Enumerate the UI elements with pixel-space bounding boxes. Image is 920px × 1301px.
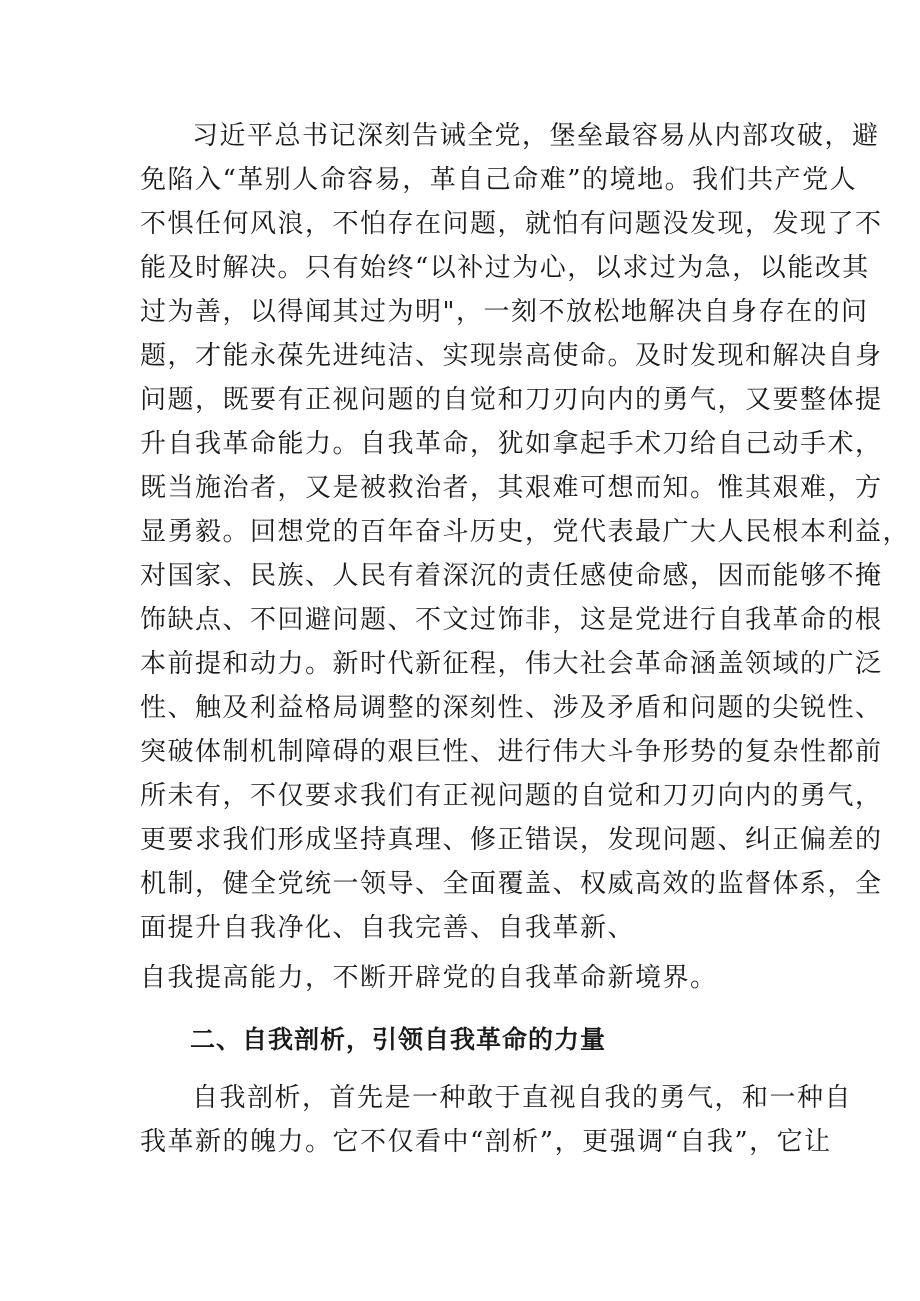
paragraph-1-line-8: 升自我革命能力。自我革命，犹如拿起手术刀给自己动手术， [140,429,883,459]
paragraph-1-line-5: 过为善，以得闻其过为明"，一刻不放松地解决自身存在的问 [140,297,869,327]
paragraph-1-line-15: 突破体制机制障碍的艰巨性、进行伟大斗争形势的复杂性都前 [140,737,883,767]
paragraph-1-line-7: 问题，既要有正视问题的自觉和刀刃向内的勇气，又要整体提 [140,385,883,415]
paragraph-2: 自我提高能力，不断开辟党的自我革命新境界。 [140,963,718,993]
paragraph-1-line-19: 面提升自我净化、自我完善、自我革新、 [140,913,636,943]
paragraph-1-line-14: 性、触及利益格局调整的深刻性、涉及矛盾和问题的尖锐性、 [140,693,883,723]
paragraph-1-line-11: 对国家、民族、人民有着深沉的责任感使命感，因而能够不掩 [140,561,883,591]
paragraph-1-line-18: 机制，健全党统一领导、全面覆盖、权威高效的监督体系，全 [140,869,883,899]
paragraph-1-line-16: 所未有，不仅要求我们有正视问题的自觉和刀刃向内的勇气， [140,781,883,811]
paragraph-1-line-2: 免陷入“革别人命容易，革自己命难”的境地。我们共产党人 [140,165,858,195]
paragraph-1-line-12: 饰缺点、不回避问题、不文过饰非，这是党进行自我革命的根 [140,605,883,635]
paragraph-1-line-9: 既当施治者，又是被救治者，其艰难可想而知。惟其艰难，方 [140,473,883,503]
paragraph-1-line-13: 本前提和动力。新时代新征程，伟大社会革命涵盖领域的广泛 [140,649,883,679]
paragraph-1-line-6: 题，才能永葆先进纯洁、实现崇高使命。及时发现和解决自身 [140,341,883,371]
paragraph-3-line-1: 自我剖析，首先是一种敢于直视自我的勇气，和一种自 [192,1083,853,1113]
section-heading: 二、自我剖析，引领自我革命的力量 [190,1025,607,1054]
paragraph-1-line-1: 习近平总书记深刻告诫全党，堡垒最容易从内部攻破，避 [192,121,880,151]
paragraph-1-line-17: 更要求我们形成坚持真理、修正错误，发现问题、纠正偏差的 [140,825,883,855]
paragraph-1-line-10: 显勇毅。回想党的百年奋斗历史，党代表最广大人民根本利益， [140,517,911,547]
paragraph-1-line-4: 能及时解决。只有始终“以补过为心，以求过为急，以能改其 [140,253,870,283]
paragraph-3-line-2: 我革新的魄力。它不仅看中“剖析”，更强调“自我”，它让 [140,1127,832,1157]
paragraph-1-line-3: 不惧任何风浪，不怕存在问题，就怕有问题没发现，发现了不 [140,209,883,239]
